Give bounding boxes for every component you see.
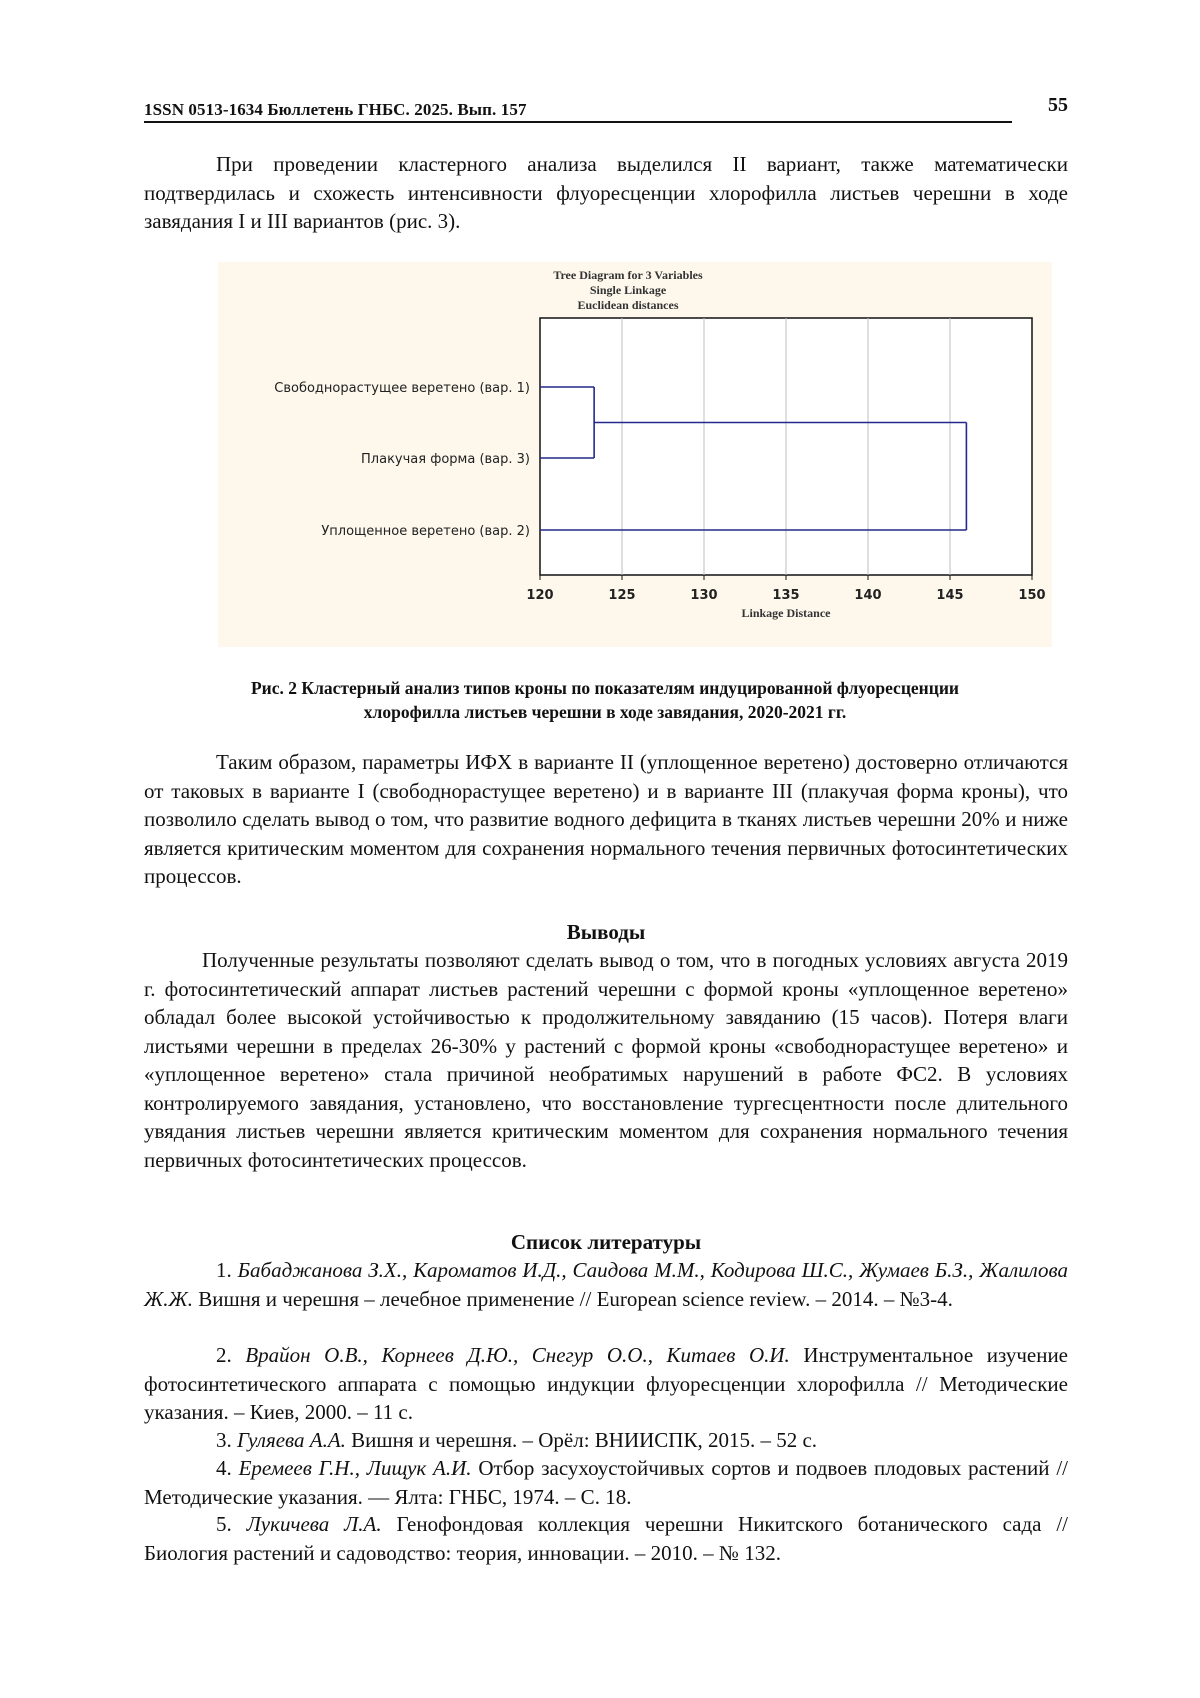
caption-line-2: хлорофилла листьев черешни в ходе завядания, 2020-2021 гг. — [363, 702, 847, 722]
caption-line-1: Рис. 2 Кластерный анализ типов кроны по показателям индуцированной флуоресценции — [250, 678, 960, 698]
chart-subtitle-distance: Euclidean distances — [577, 298, 679, 312]
ref-text: Инструментальное изучение фотосинтетического аппарата с помощью индукции флуоресценции хлорофилла // Методические указания. – Киев, 2000. – 11 с. — [144, 1343, 1068, 1424]
ref-number: 5. — [216, 1512, 232, 1536]
ref-authors: Бабаджанова З.Х., Кароматов И.Д., Саидова М.М., Кодирова Ш.С., Жумаев Б.З., Жалилова Ж.Ж. — [144, 1258, 1068, 1311]
ref-text: Генофондовая коллекция черешни Никитского ботанического сада // Биология растений и садоводство: теория, инновации. – 2010. – № 132. — [144, 1512, 1068, 1565]
ref-number: 2. — [216, 1343, 232, 1367]
reference-item — [144, 1510, 1068, 1567]
intro-paragraph: При проведении кластерного анализа выделился II вариант, также математически подтвердилась и схожесть интенсивности флуоресценции хлорофилла листьев черешни в ходе завядания I и III вариантов (рис. 3). — [144, 152, 1068, 233]
dendrogram-figure — [218, 262, 1052, 647]
leaf-label: Плакучая форма (вар. 3) — [361, 452, 530, 467]
dendrogram-chart — [218, 262, 1052, 647]
chart-title: Tree Diagram for 3 Variables — [553, 268, 703, 282]
tick-label: 140 — [854, 588, 882, 603]
tick-label: 125 — [608, 588, 636, 603]
journal-title: 1SSN 0513-1634 Бюллетень ГНБС. 2025. Вып. 157 — [144, 100, 527, 119]
leaf-label: Свободнорастущее веретено (вар. 1) — [274, 381, 530, 396]
running-header — [144, 96, 1068, 124]
tick-label: 150 — [1018, 588, 1046, 603]
reference-item — [144, 1426, 1068, 1455]
ref-authors: Еремеев Г.Н., Лищук А.И. — [238, 1456, 472, 1480]
tick-label: 135 — [772, 588, 800, 603]
reference-item — [144, 1341, 1068, 1427]
ref-text: Вишня и черешня. – Орёл: ВНИИСПК, 2015. – 52 с. — [345, 1428, 818, 1452]
header-rule — [144, 121, 1012, 123]
ref-number: 1. — [216, 1258, 232, 1282]
conclusions-heading: Выводы — [566, 920, 646, 944]
ref-text: Вишня и черешня – лечебное применение // European science review. – 2014. – №3-4. — [192, 1286, 953, 1311]
tick-label: 130 — [690, 588, 718, 603]
conclusions-text: Полученные результаты позволяют сделать вывод о том, что в погодных условиях августа 2019 г. фотосинтетический аппарат листьев растений черешни с формой кроны «уплощенное веретено» обладал более высокой устойчивостью к продолжительному завяданию (15 часов). Потеря влаги листьями черешни в пределах 26-30% у растений с формой кроны «свободнорастущее веретено» и «уплощенное веретено» стала причиной необратимых нарушений в работе ФС2. В условиях контролируемого завядания, установлено, что восстановление тургесцентности после длительного увядания листьев черешни является критическим моментом для сохранения нормального течения первичных фотосинтетических процессов. — [144, 948, 1068, 1172]
ref-authors: Гуляева А.А. — [237, 1428, 346, 1452]
x-axis-label: Linkage Distance — [741, 606, 831, 620]
page-number: 55 — [1048, 94, 1068, 116]
ref-number: 4. — [216, 1456, 232, 1480]
references-heading: Список литературы — [510, 1230, 702, 1254]
reference-item — [144, 1256, 1068, 1313]
chart-subtitle-linkage: Single Linkage — [589, 283, 667, 297]
ref-authors: Врайон О.В., Корнеев Д.Ю., Снегур О.О., Китаев О.И. — [245, 1343, 790, 1367]
tick-label: 145 — [936, 588, 964, 603]
leaf-label: Уплощенное веретено (вар. 2) — [321, 524, 530, 539]
reference-item — [144, 1454, 1068, 1511]
figure-caption — [160, 676, 1050, 724]
ref-number: 3. — [216, 1428, 232, 1452]
tick-label: 120 — [526, 588, 554, 603]
paragraph-2: Таким образом, параметры ИФХ в варианте II (уплощенное веретено) достоверно отличаются от таковых в варианте I (свободнорастущее веретено) и в варианте III (плакучая форма кроны), что позволило сделать вывод о том, что развитие водного дефицита в тканях листьев черешни 20% и ниже является критическим моментом для сохранения нормального течения первичных фотосинтетических процессов. — [144, 750, 1068, 888]
ref-text: Отбор засухоустойчивых сортов и подвоев плодовых растений // Методические указания. — Ялта: ГНБС, 1974. – С. 18. — [144, 1456, 1068, 1509]
ref-authors: Лукичева Л.А. — [246, 1512, 382, 1536]
